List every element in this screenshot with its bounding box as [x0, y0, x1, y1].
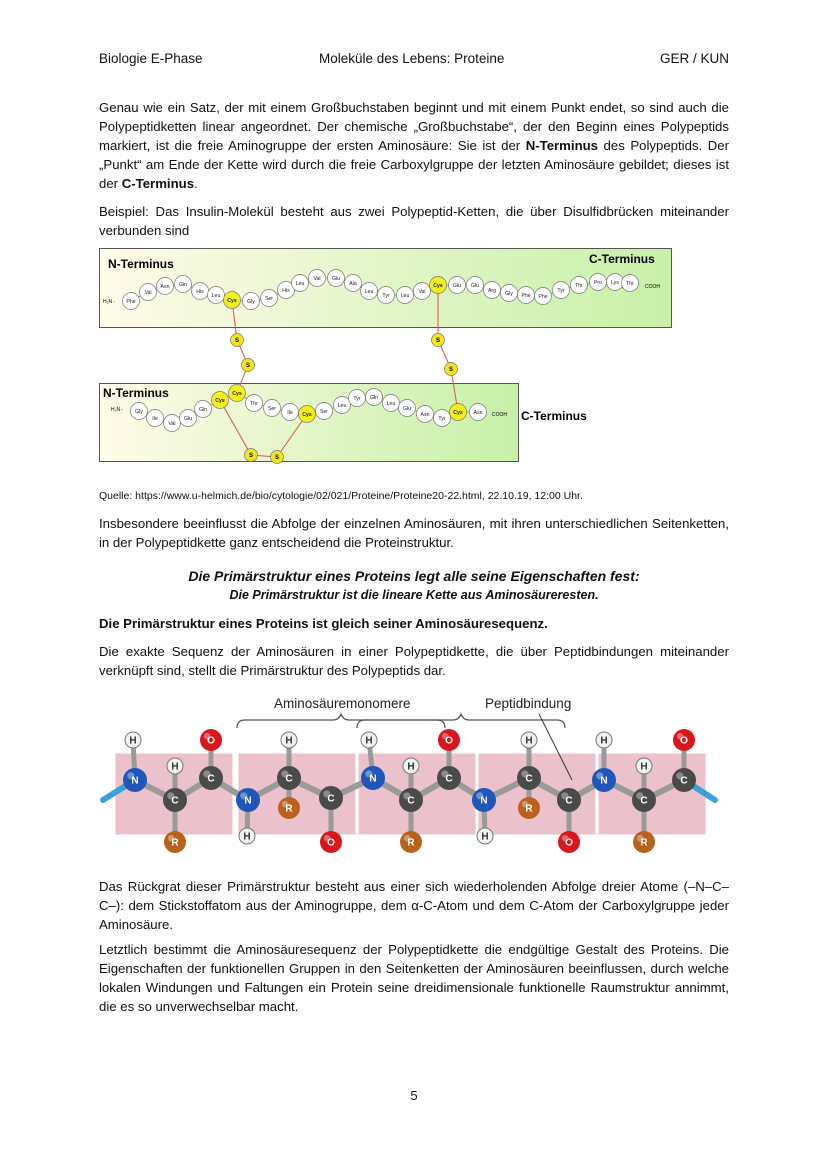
- svg-text:Ile: Ile: [287, 410, 293, 416]
- svg-text:Gly: Gly: [505, 291, 513, 297]
- atom-c: [632, 788, 656, 812]
- chain-b-residue-leu: [383, 395, 400, 412]
- chain-a-residue-val: [309, 270, 326, 287]
- atom-o: [673, 729, 695, 751]
- chain-b-residue-leu: [334, 397, 351, 414]
- chain-b-residue-tyr: [349, 390, 366, 407]
- svg-text:Gln: Gln: [369, 395, 379, 401]
- chain-a-residue-leu: [208, 287, 225, 304]
- chain-a-residue-val: [414, 283, 431, 300]
- svg-text:Gly: Gly: [135, 409, 143, 415]
- svg-text:H: H: [525, 735, 533, 747]
- svg-text:S: S: [448, 367, 454, 374]
- chain-a-residue-gln: [175, 276, 192, 293]
- example-paragraph: Beispiel: Das Insulin-Molekül besteht aus zwei Polypeptid-Ketten, die über Disulfidbrücken miteinander verbunden sind: [99, 204, 729, 238]
- chain-b-residue-ser: [316, 403, 333, 420]
- svg-text:S: S: [245, 363, 251, 370]
- chain-a-c-terminus: C-Terminus: [589, 252, 655, 266]
- chain-b-residue-thr: [246, 395, 263, 412]
- label-monomers: Aminosäuremonomere: [274, 696, 411, 711]
- chain-b-residue-val: [164, 415, 181, 432]
- chain-a-h2n: H₂N -: [103, 299, 116, 305]
- chain-a-cooh: COOH: [645, 284, 660, 290]
- chain-a-residue-leu: [292, 275, 309, 292]
- svg-text:Val: Val: [313, 276, 321, 282]
- structure-paragraph: Insbesondere beeinflusst die Abfolge der einzelnen Aminosäuren, mit ihren unterschiedlichen Seitenketten, in der Polypeptidkette ganz entscheidend die Proteinstruktur.: [99, 516, 729, 550]
- chain-a-residue-ser: [261, 290, 278, 307]
- svg-text:C: C: [565, 795, 573, 807]
- chain-a-residue-phe: [535, 288, 552, 305]
- n-terminus-term: N-Terminus: [525, 138, 599, 153]
- atom-c: [557, 788, 581, 812]
- svg-text:H: H: [365, 735, 373, 747]
- svg-text:O: O: [680, 735, 688, 747]
- svg-text:H: H: [407, 761, 415, 773]
- atom-h: [281, 732, 297, 748]
- atom-h: [361, 732, 377, 748]
- svg-text:Tyr: Tyr: [438, 416, 446, 422]
- svg-text:C: C: [640, 795, 648, 807]
- chain-b-c-terminus: C-Terminus: [521, 409, 587, 423]
- atom-r: [400, 831, 422, 853]
- header-left: Biologie E-Phase: [99, 51, 203, 66]
- svg-text:Gly: Gly: [247, 299, 255, 305]
- sequence-paragraph: Die exakte Sequenz der Aminosäuren in einer Polypeptidkette, die über Peptidbindungen miteinander verknüpft sind, stellt die Primärstruktur des Polypeptids dar.: [99, 644, 729, 678]
- svg-text:Leu: Leu: [295, 281, 305, 287]
- svg-text:Phe: Phe: [538, 294, 548, 300]
- svg-text:Cys: Cys: [433, 283, 443, 289]
- chain-a-residue-tyr: [378, 287, 395, 304]
- svg-text:Phe: Phe: [521, 293, 531, 299]
- atom-c: [517, 766, 541, 790]
- svg-text:C: C: [407, 795, 415, 807]
- svg-text:C: C: [171, 795, 179, 807]
- atom-n: [123, 768, 147, 792]
- chain-a-residue-ala: [345, 275, 362, 292]
- chain-a-residue-glu: [467, 277, 484, 294]
- svg-text:Ser: Ser: [264, 296, 274, 302]
- chain-b-residue-ser: [264, 400, 281, 417]
- chain-a-residue-thr: [571, 277, 588, 294]
- svg-text:Glu: Glu: [331, 276, 341, 282]
- c-terminus-term: C-Terminus: [121, 176, 195, 191]
- svg-text:Lys: Lys: [611, 280, 619, 286]
- svg-text:Cys: Cys: [302, 412, 312, 418]
- svg-text:N: N: [369, 773, 377, 785]
- chain-a-residue-phe: [518, 287, 535, 304]
- svg-text:Thr: Thr: [575, 283, 583, 289]
- backbone-diagram: [99, 690, 729, 865]
- sulfur-atom: [231, 334, 244, 347]
- chain-b-residue-cys: [229, 385, 246, 402]
- svg-text:Val: Val: [418, 289, 426, 295]
- chain-b-residue-tyr: [434, 410, 451, 427]
- svg-text:S: S: [248, 453, 254, 460]
- svg-text:C: C: [207, 773, 215, 785]
- svg-text:Glu: Glu: [402, 406, 412, 412]
- atom-h: [239, 828, 255, 844]
- svg-text:Arg: Arg: [487, 288, 497, 294]
- chain-b-residue-cys: [212, 392, 229, 409]
- svg-text:Gln: Gln: [178, 282, 188, 288]
- chain-b-residue-asn: [417, 406, 434, 423]
- chain-b-residue-glu: [399, 400, 416, 417]
- svg-text:Pro: Pro: [593, 280, 603, 286]
- chain-a-residue-pro: [590, 274, 607, 291]
- chain-a-residue-gly: [501, 285, 518, 302]
- svg-text:Ala: Ala: [349, 281, 357, 287]
- svg-text:Cys: Cys: [232, 391, 242, 397]
- page-number: 5: [410, 1088, 418, 1103]
- atom-c: [319, 786, 343, 810]
- chain-a-n-terminus: N-Terminus: [108, 257, 174, 271]
- atom-o: [558, 831, 580, 853]
- chain-b-n-terminus: N-Terminus: [103, 386, 169, 400]
- chain-a-residue-asn: [157, 278, 174, 295]
- chain-b-residue-glu: [180, 410, 197, 427]
- svg-text:S: S: [234, 338, 240, 345]
- svg-text:Asn: Asn: [473, 410, 483, 416]
- chain-a-residue-his: [192, 283, 209, 300]
- svg-text:C: C: [327, 793, 335, 805]
- atom-h: [521, 732, 537, 748]
- svg-text:N: N: [600, 775, 608, 787]
- svg-text:Leu: Leu: [211, 293, 221, 299]
- svg-text:Tyr: Tyr: [557, 288, 565, 294]
- sulfur-atom: [271, 451, 284, 464]
- svg-text:Leu: Leu: [400, 293, 410, 299]
- sulfur-atom: [432, 334, 445, 347]
- atom-n: [236, 788, 260, 812]
- atom-h: [596, 732, 612, 748]
- chain-b-residue-asn: [470, 404, 487, 421]
- atom-r: [278, 797, 300, 819]
- svg-text:Cys: Cys: [215, 398, 225, 404]
- monomers-brace-2: [357, 714, 565, 728]
- chain-a-residue-leu: [361, 283, 378, 300]
- insulin-diagram: [99, 248, 689, 464]
- svg-text:Leu: Leu: [337, 403, 347, 409]
- atom-h: [636, 758, 652, 774]
- atom-n: [361, 766, 385, 790]
- svg-text:R: R: [285, 803, 293, 815]
- conclusion-paragraph: Letztlich bestimmt die Aminosäuresequenz der Polypeptidkette die endgültige Gestalt des Proteins. Die Eigenschaften der funktionellen Gruppen in den Seitenketten der Aminosäuren beeinflussen, durch welche lokalen Windungen und Faltungen ein Protein seine dreidimensionale funktionelle Raumstruktur annimmt, die es so unverwechselbar macht.: [99, 942, 729, 1014]
- svg-text:Cys: Cys: [227, 298, 237, 304]
- sulfur-atom: [242, 359, 255, 372]
- atom-c: [437, 766, 461, 790]
- chain-b-residue-gly: [131, 403, 148, 420]
- svg-text:H: H: [640, 761, 648, 773]
- atom-o: [320, 831, 342, 853]
- chain-a-residue-leu: [397, 287, 414, 304]
- svg-text:O: O: [565, 837, 573, 849]
- svg-text:O: O: [445, 735, 453, 747]
- svg-text:H: H: [481, 831, 489, 843]
- chain-a-residue-thr: [622, 275, 639, 292]
- svg-text:H: H: [129, 735, 137, 747]
- chain-b-residue-ile: [147, 410, 164, 427]
- chain-a-residue-cys: [430, 277, 447, 294]
- headline-line1: Die Primärstruktur eines Proteins legt alle seine Eigenschaften fest:: [188, 568, 640, 584]
- chain-a-residue-gly: [243, 293, 260, 310]
- svg-text:Glu: Glu: [452, 283, 462, 289]
- svg-text:Thr: Thr: [626, 281, 634, 287]
- sulfur-atom: [245, 449, 258, 462]
- svg-text:N: N: [131, 775, 139, 787]
- atom-h: [403, 758, 419, 774]
- atom-c: [163, 788, 187, 812]
- svg-text:Asn: Asn: [420, 412, 430, 418]
- svg-text:S: S: [435, 338, 441, 345]
- atom-n: [592, 768, 616, 792]
- atom-h: [167, 758, 183, 774]
- sulfur-atom: [445, 363, 458, 376]
- svg-text:H: H: [285, 735, 293, 747]
- chain-b-residue-cys: [450, 404, 467, 421]
- svg-text:Ile: Ile: [152, 416, 158, 422]
- svg-text:C: C: [285, 773, 293, 785]
- svg-text:Tyr: Tyr: [382, 293, 390, 299]
- svg-text:R: R: [525, 803, 533, 815]
- chain-a-residue-cys: [224, 292, 241, 309]
- svg-text:R: R: [407, 837, 415, 849]
- svg-text:Asn: Asn: [160, 284, 170, 290]
- svg-text:C: C: [445, 773, 453, 785]
- atom-n: [472, 788, 496, 812]
- atom-o: [438, 729, 460, 751]
- svg-text:O: O: [327, 837, 335, 849]
- svg-text:R: R: [171, 837, 179, 849]
- intro-paragraph: Genau wie ein Satz, der mit einem Großbuchstaben beginnt und mit einem Punkt endet, so sind auch die Polypeptidketten linear angeordnet. Der chemische „Großbuchstabe“, der den Beginn eines Polypeptids markiert, ist die freie Aminogruppe der ersten Aminosäure: Sie ist der N-Terminus des Polypeptids. Der „Punkt“ am Ende der Kette wird durch die freie Carboxylgruppe der letzten Aminosäure gebildet; dieses ist der C-Terminus.: [99, 100, 729, 191]
- svg-text:His: His: [196, 289, 204, 295]
- monomers-brace-1: [237, 714, 445, 728]
- svg-text:Leu: Leu: [364, 289, 374, 295]
- header-right: GER / KUN: [659, 51, 729, 66]
- svg-text:R: R: [640, 837, 648, 849]
- chain-b-residue-gln: [195, 401, 212, 418]
- atom-r: [518, 797, 540, 819]
- header-center: Moleküle des Lebens: Proteine: [319, 51, 505, 66]
- label-peptide-bond: Peptidbindung: [485, 696, 572, 711]
- chain-a-residue-phe: [123, 293, 140, 310]
- chain-a-residue-glu: [328, 270, 345, 287]
- chain-a-residue-arg: [484, 282, 501, 299]
- chain-b-residue-gln: [366, 389, 383, 406]
- svg-text:C: C: [680, 775, 688, 787]
- chain-b-cooh: COOH: [492, 412, 507, 418]
- svg-text:C: C: [525, 773, 533, 785]
- atom-c: [672, 768, 696, 792]
- chain-b-residue-ile: [282, 404, 299, 421]
- svg-text:Val: Val: [168, 421, 176, 427]
- chain-a-residue-glu: [449, 277, 466, 294]
- atom-c: [399, 788, 423, 812]
- svg-text:N: N: [244, 795, 252, 807]
- chain-a-residue-lys: [607, 274, 624, 291]
- atom-r: [633, 831, 655, 853]
- source-citation: Quelle: https://www.u-helmich.de/bio/cytologie/02/021/Proteine/Proteine20-22.html, 22.10.19, 12:00 Uhr.: [99, 490, 583, 502]
- svg-text:H: H: [600, 735, 608, 747]
- svg-text:N: N: [480, 795, 488, 807]
- svg-text:Cys: Cys: [453, 410, 463, 416]
- svg-text:Val: Val: [144, 290, 152, 296]
- chain-a-residue-val: [140, 284, 157, 301]
- chain-a-residue-tyr: [553, 282, 570, 299]
- svg-text:H: H: [171, 761, 179, 773]
- svg-text:Ser: Ser: [267, 406, 277, 412]
- subheading: Die Primärstruktur eines Proteins ist gleich seiner Aminosäuresequenz.: [99, 616, 548, 631]
- atom-c: [277, 766, 301, 790]
- backbone-paragraph: Das Rückgrat dieser Primärstruktur besteht aus einer sich wiederholenden Abfolge dreier Atome (–N–C–C–): dem Stickstoffatom aus der Aminogruppe, dem α-C-Atom und dem C-Atom der Carboxylgruppe jeder Aminosäure.: [99, 879, 729, 932]
- atom-h: [477, 828, 493, 844]
- atom-h: [125, 732, 141, 748]
- svg-text:Ser: Ser: [319, 409, 329, 415]
- atom-c: [199, 766, 223, 790]
- atom-o: [200, 729, 222, 751]
- svg-text:Leu: Leu: [386, 401, 396, 407]
- svg-text:S: S: [274, 455, 280, 462]
- atom-r: [164, 831, 186, 853]
- chain-b-residue-cys: [299, 406, 316, 423]
- svg-text:His: His: [282, 288, 290, 294]
- svg-text:Gln: Gln: [198, 407, 208, 413]
- svg-text:H: H: [243, 831, 251, 843]
- svg-text:O: O: [207, 735, 215, 747]
- chain-b-h2n: H₂N -: [111, 407, 124, 413]
- svg-text:Glu: Glu: [183, 416, 193, 422]
- svg-text:Thr: Thr: [250, 401, 258, 407]
- svg-text:Phe: Phe: [126, 299, 136, 305]
- svg-text:Glu: Glu: [470, 283, 480, 289]
- svg-text:Tyr: Tyr: [353, 396, 361, 402]
- headline-line2: Die Primärstruktur ist die lineare Kette aus Aminosäureresten.: [229, 588, 599, 602]
